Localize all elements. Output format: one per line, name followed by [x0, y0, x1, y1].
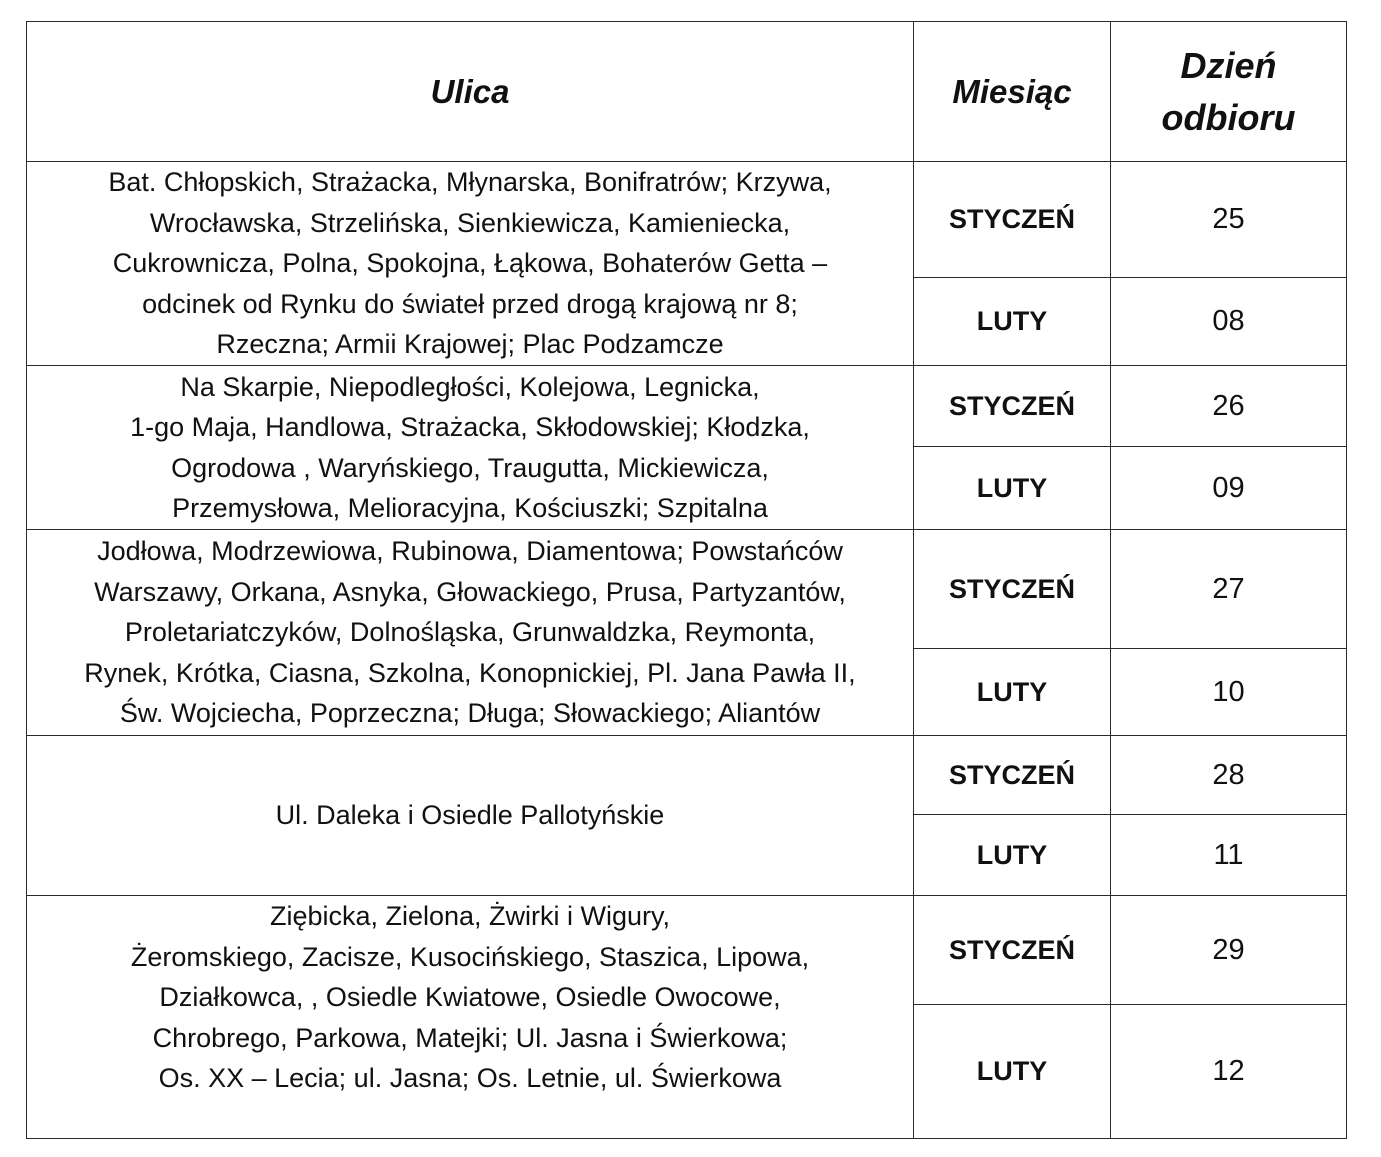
- street-line: Św. Wojciecha, Poprzeczna; Długa; Słowackiego; Aliantów: [119, 698, 821, 729]
- month-cell: STYCZEŃ: [914, 736, 1111, 815]
- day-cell: 26: [1111, 366, 1347, 447]
- street-line: Wrocławska, Strzelińska, Sienkiewicza, Kamieniecka,: [149, 207, 791, 238]
- street-line: Warszawy, Orkana, Asnyka, Głowackiego, Prusa, Partyzantów,: [94, 576, 846, 607]
- street-line: odcinek od Rynku do świateł przed drogą krajową nr 8;: [142, 288, 798, 319]
- street-line: Ul. Daleka i Osiedle Pallotyńskie: [275, 800, 665, 831]
- header-day-line1: Dzień: [1180, 44, 1277, 86]
- day-cell: 10: [1111, 649, 1347, 736]
- street-list: [27, 366, 914, 530]
- day-cell: 29: [1111, 896, 1347, 1005]
- header-day: [1111, 22, 1347, 162]
- day-cell: 09: [1111, 447, 1347, 530]
- street-line: Chrobrego, Parkowa, Matejki; Ul. Jasna i Świerkowa;: [152, 1022, 788, 1053]
- table-row: [27, 162, 1347, 278]
- day-cell: 28: [1111, 736, 1347, 815]
- month-cell: LUTY: [914, 1005, 1111, 1139]
- street-line: Ogrodowa , Waryńskiego, Traugutta, Mickiewicza,: [171, 452, 769, 483]
- street-line: Os. XX – Lecia; ul. Jasna; Os. Letnie, ul. Świerkowa: [158, 1063, 782, 1093]
- street-line: Przemysłowa, Melioracyjna, Kościuszki; Szpitalna: [172, 493, 768, 523]
- table-row: [27, 896, 1347, 1005]
- day-cell: 25: [1111, 162, 1347, 278]
- day-cell: 27: [1111, 530, 1347, 649]
- day-cell: 12: [1111, 1005, 1347, 1139]
- collection-schedule-table: [26, 21, 1347, 1139]
- month-cell: STYCZEŃ: [914, 530, 1111, 649]
- table-row: [27, 366, 1347, 447]
- day-cell: 11: [1111, 815, 1347, 896]
- month-cell: STYCZEŃ: [914, 162, 1111, 278]
- street-line: Rzeczna; Armii Krajowej; Plac Podzamcze: [216, 329, 724, 360]
- street-line: 1-go Maja, Handlowa, Strażacka, Skłodowskiej; Kłodzka,: [130, 412, 810, 442]
- month-cell: LUTY: [914, 649, 1111, 736]
- street-line: Rynek, Krótka, Ciasna, Szkolna, Konopnickiej, Pl. Jana Pawła II,: [84, 657, 856, 688]
- table-row: [27, 736, 1347, 815]
- header-street: Ulica: [27, 22, 914, 162]
- header-row: [27, 22, 1347, 162]
- month-cell: LUTY: [914, 447, 1111, 530]
- month-cell: STYCZEŃ: [914, 366, 1111, 447]
- street-line: Jodłowa, Modrzewiowa, Rubinowa, Diamentowa; Powstańców: [97, 536, 843, 567]
- street-line: Bat. Chłopskich, Strażacka, Młynarska, Bonifratrów; Krzywa,: [108, 167, 832, 198]
- street-line: Cukrownicza, Polna, Spokojna, Łąkowa, Bohaterów Getta –: [112, 248, 828, 279]
- street-list: [27, 162, 914, 366]
- header-month: Miesiąc: [914, 22, 1111, 162]
- month-cell: STYCZEŃ: [914, 896, 1111, 1005]
- street-list: [27, 530, 914, 736]
- street-line: Żeromskiego, Zacisze, Kusocińskiego, Staszica, Lipowa,: [130, 941, 810, 972]
- street-line: Działkowca, , Osiedle Kwiatowe, Osiedle Owocowe,: [159, 982, 781, 1012]
- street-list: [27, 736, 914, 896]
- month-cell: LUTY: [914, 815, 1111, 896]
- street-line: Ziębicka, Zielona, Żwirki i Wigury,: [269, 901, 671, 931]
- street-line: Na Skarpie, Niepodległości, Kolejowa, Legnicka,: [180, 371, 760, 402]
- month-cell: LUTY: [914, 278, 1111, 366]
- street-line: Proletariatczyków, Dolnośląska, Grunwaldzka, Reymonta,: [124, 617, 816, 648]
- street-list: [27, 896, 914, 1139]
- day-cell: 08: [1111, 278, 1347, 366]
- table-row: [27, 530, 1347, 649]
- header-day-line2: odbioru: [1161, 96, 1296, 138]
